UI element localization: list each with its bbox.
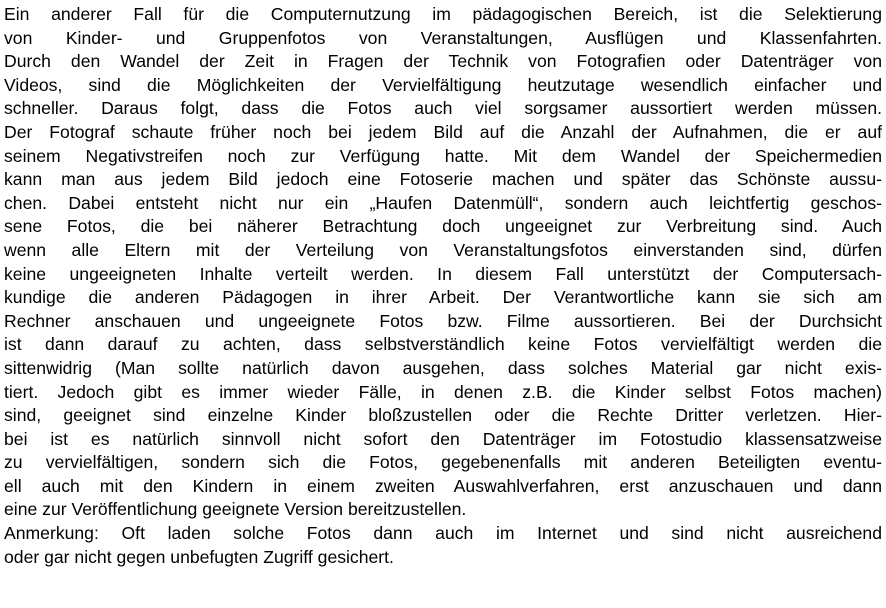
text-line: kundige die anderen Pädagogen in ihrer Arbeit. Der Verantwortliche kann sie sich am (4, 287, 882, 308)
text-line: Ein anderer Fall für die Computernutzung im pädagogischen Bereich, ist die Selektierung (4, 4, 882, 24)
body-text (4, 3, 882, 569)
text-line: ell auch mit den Kindern in einem zweiten Auswahlverfahren, erst anzuschauen und dann (4, 475, 882, 496)
text-line: ist dann darauf zu achten, dass selbstverständlich keine Fotos vervielfältigt werden die (4, 334, 882, 355)
text-line: schneller. Daraus folgt, dass die Fotos auch viel sorgsamer aussortiert werden müssen. (4, 98, 882, 119)
text-line: Der Fotograf schaute früher noch bei jedem Bild auf die Anzahl der Aufnahmen, die er auf (4, 121, 882, 142)
note-end-line: oder gar nicht gegen unbefugten Zugriff gesichert. (4, 546, 394, 567)
text-line: wenn alle Eltern mit der Verteilung von Veranstaltungsfotos einverstanden sind, dürfen (4, 239, 882, 260)
paragraph-end-line: eine zur Veröffentlichung geeignete Version bereitzustellen. (4, 499, 467, 520)
text-line: keine ungeeigneten Inhalte verteilt werden. In diesem Fall unterstützt der Computersach- (4, 263, 882, 284)
text-line: kann man aus jedem Bild jedoch eine Fotoserie machen und später das Schönste aussu- (4, 169, 882, 190)
note-line: Anmerkung: Oft laden solche Fotos dann auch im Internet und sind nicht ausreichend (4, 523, 882, 544)
text-line: tiert. Jedoch gibt es immer wieder Fälle, in denen z.B. die Kinder selbst Fotos machen) (4, 381, 882, 402)
text-line: sittenwidrig (Man sollte natürlich davon ausgehen, dass solches Material gar nicht exis- (4, 357, 882, 378)
text-line: zu vervielfältigen, sondern sich die Fotos, gegebenenfalls mit anderen Beteiligten eventu- (4, 452, 882, 473)
text-line: chen. Dabei entsteht nicht nur ein „Haufen Datenmüll“, sondern auch leichtfertig geschos- (4, 192, 882, 213)
text-line: von Kinder- und Gruppenfotos von Veranstaltungen, Ausflügen und Klassenfahrten. (4, 27, 882, 48)
text-line: bei ist es natürlich sinnvoll nicht sofort den Datenträger im Fotostudio klassensatzweise (4, 428, 882, 449)
text-line: seinem Negativstreifen noch zur Verfügung hatte. Mit dem Wandel der Speichermedien (4, 145, 882, 166)
text-line: Durch den Wandel der Zeit in Fragen der Technik von Fotografien oder Datenträger von (4, 51, 882, 72)
text-line: Rechner anschauen und ungeeignete Fotos bzw. Filme aussortieren. Bei der Durchsicht (4, 310, 882, 331)
text-line: Videos, sind die Möglichkeiten der Vervielfältigung heutzutage wesendlich einfacher und (4, 74, 882, 95)
text-line: sind, geeignet sind einzelne Kinder bloßzustellen oder die Rechte Dritter verletzen. Hier- (4, 405, 882, 426)
text-line: sene Fotos, die bei näherer Betrachtung doch ungeeignet zur Verbreitung sind. Auch (4, 216, 882, 237)
